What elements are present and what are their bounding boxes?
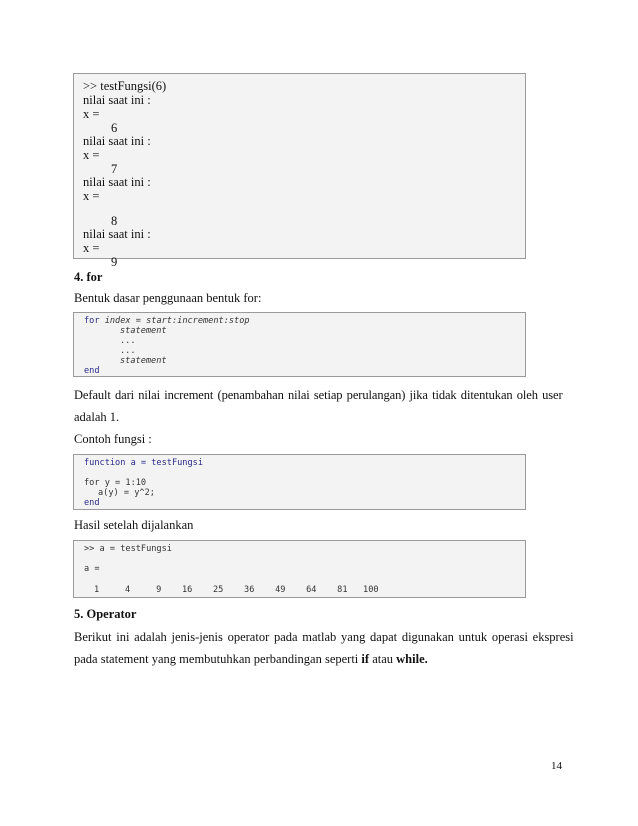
operator-text: pada statement yang membutuhkan perbandingan seperti [74,652,362,666]
console-line: x = [83,189,100,203]
code-line: ... [120,346,136,356]
console-line: nilai saat ini : [83,227,151,241]
console-line: nilai saat ini : [83,134,151,148]
for-intro-text: Bentuk dasar penggunaan bentuk for: [74,291,262,305]
console-line: x = [83,148,100,162]
code-line: 1 4 9 16 25 36 49 64 81 100 [94,585,379,595]
code-text: index = start:increment:stop [99,316,250,326]
console-line: 8 [111,214,118,228]
code-line [84,316,250,326]
console-line: x = [83,107,100,121]
for-description-line: Default dari nilai increment (penambahan nilai setiap perulangan) jika tidak ditentukan oleh user [74,388,563,402]
result-output-box [73,540,526,598]
code-line: function a = testFungsi [84,458,203,468]
example-label: Contoh fungsi : [74,432,152,446]
console-line: nilai saat ini : [83,93,151,107]
code-line: ... [120,336,136,346]
console-line: 6 [111,121,118,135]
console-line: nilai saat ini : [83,175,151,189]
operator-paragraph-line: Berikut ini adalah jenis-jenis operator pada matlab yang dapat digunakan untuk operasi ekspresi [74,630,574,644]
code-line: end [84,498,100,508]
console-line: >> testFungsi(6) [83,79,167,93]
section-heading-for: 4. for [74,270,103,284]
console-output-box [73,73,526,269]
page-number: 14 [551,760,562,772]
code-line: a(y) = y^2; [98,488,155,498]
result-label: Hasil setelah dijalankan [74,518,194,532]
console-line: 9 [111,255,118,269]
code-keyword: end [84,366,100,376]
code-line: statement [120,326,167,336]
code-line: statement [120,356,167,366]
keyword-if: if [361,652,370,666]
code-line: >> a = testFungsi [84,544,172,554]
operator-text: atau [369,652,397,666]
for-syntax-box [73,312,526,377]
keyword-while: while. [396,652,428,666]
code-keyword: for [84,316,100,326]
operator-paragraph-line [74,652,428,667]
example-function-box [73,454,526,510]
code-line: for y = 1:10 [84,478,147,488]
code-line: a = [84,564,100,574]
for-description-line: adalah 1. [74,410,120,424]
section-heading-operator: 5. Operator [74,607,137,621]
console-line: x = [83,241,100,255]
console-line: 7 [111,162,118,176]
